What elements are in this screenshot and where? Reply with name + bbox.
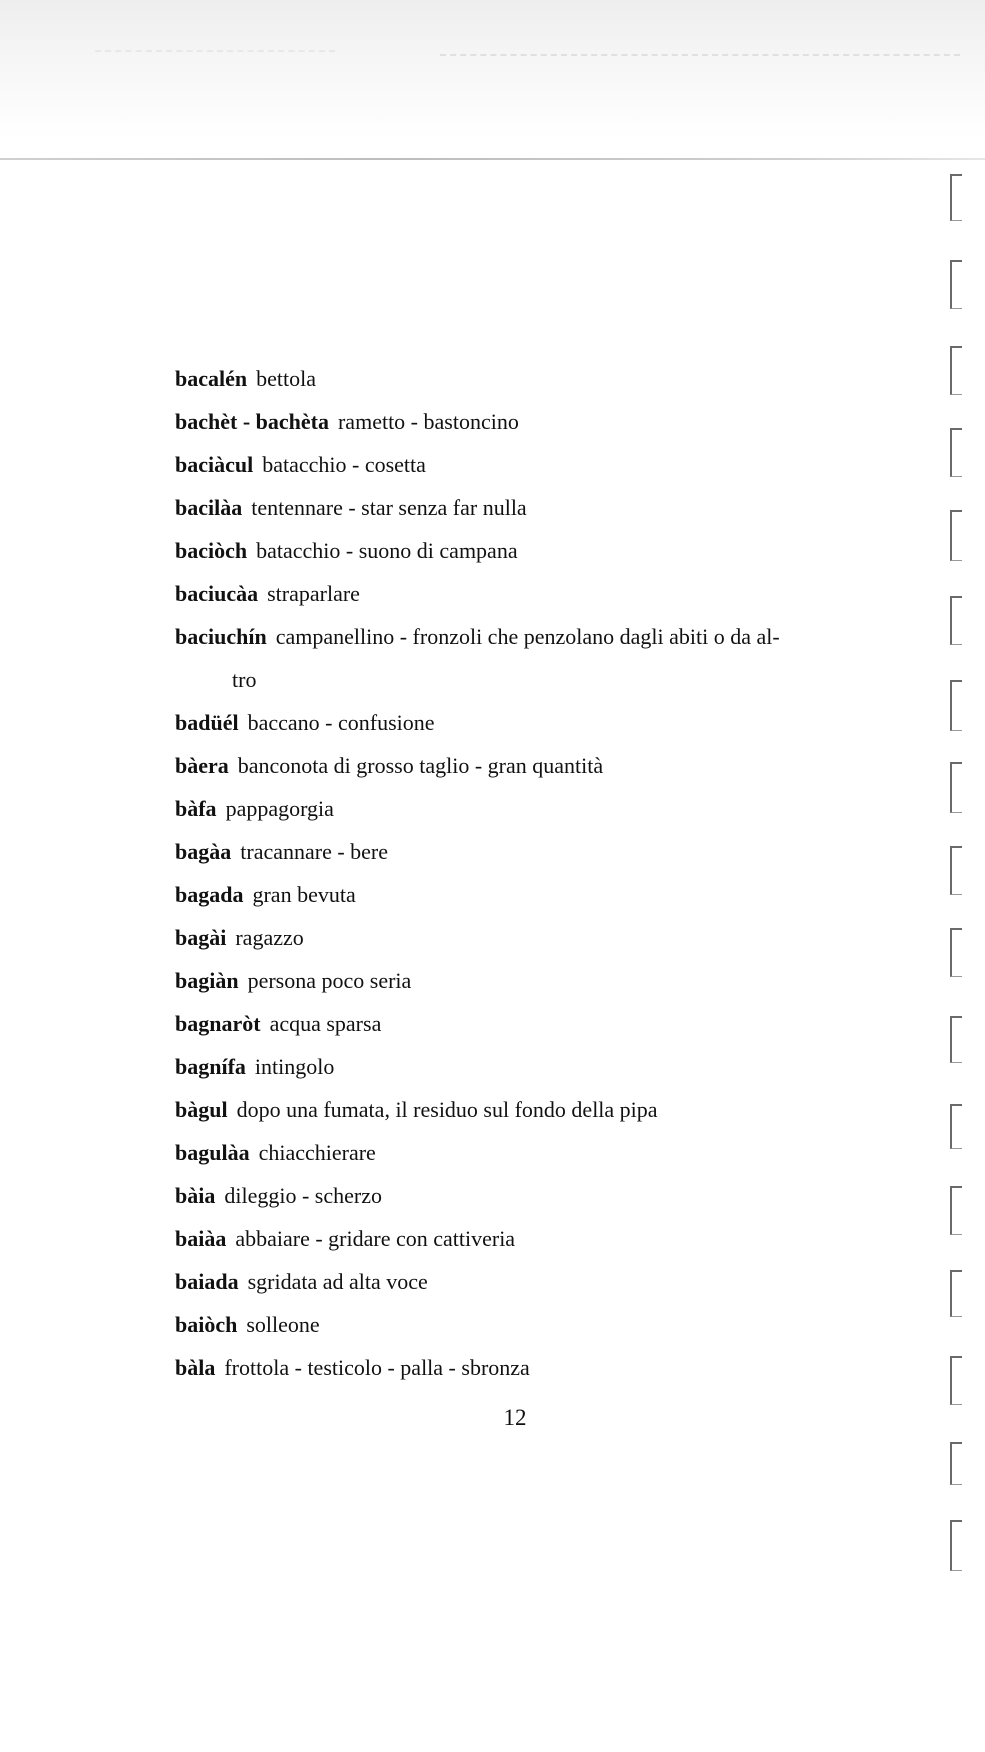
entry-definition: gran bevuta [252, 882, 356, 907]
binding-mark [950, 1186, 962, 1235]
dictionary-entry [175, 959, 875, 1002]
dictionary-entries [175, 357, 875, 1389]
entry-headword: bachèt - bachèta [175, 409, 329, 434]
entry-definition: sgridata ad alta voce [247, 1269, 428, 1294]
entry-definition: batacchio - cosetta [262, 452, 426, 477]
binding-mark [950, 1356, 962, 1405]
entry-definition: dileggio - scherzo [224, 1183, 382, 1208]
dictionary-entry [175, 529, 875, 572]
dictionary-entry [175, 1088, 875, 1131]
entry-headword: baciucàa [175, 581, 259, 606]
entry-definition: persona poco seria [247, 968, 412, 993]
scan-artifact-right [440, 54, 960, 57]
binding-mark [950, 510, 962, 561]
entry-definition: straparlare [267, 581, 360, 606]
entry-headword: bagulàa [175, 1140, 250, 1165]
dictionary-entry [175, 615, 875, 701]
entry-headword: bàla [175, 1355, 216, 1380]
entry-definition: ragazzo [235, 925, 304, 950]
dictionary-entry [175, 830, 875, 873]
entry-definition: banconota di grosso taglio - gran quantità [237, 753, 604, 778]
binding-mark [950, 1270, 962, 1317]
dictionary-entry [175, 1131, 875, 1174]
dictionary-entry [175, 1260, 875, 1303]
entry-headword: bacilàa [175, 495, 243, 520]
entry-definition: pappagorgia [225, 796, 334, 821]
dictionary-entry [175, 787, 875, 830]
entry-definition: bettola [256, 366, 316, 391]
entry-headword: bàgul [175, 1097, 228, 1122]
entry-definition: tentennare - star senza far nulla [251, 495, 527, 520]
entry-definition: solleone [246, 1312, 320, 1337]
dictionary-entry [175, 400, 875, 443]
binding-mark [950, 174, 962, 221]
binding-mark [950, 680, 962, 731]
entry-definition: acqua sparsa [269, 1011, 382, 1036]
binding-mark [950, 596, 962, 645]
scan-edge-rule [0, 158, 985, 160]
binding-mark [950, 846, 962, 895]
entry-headword: baiada [175, 1269, 239, 1294]
dictionary-entry [175, 1346, 875, 1389]
entry-headword: bacalén [175, 366, 248, 391]
scan-shadow [0, 0, 985, 150]
scan-artifact-left [95, 50, 335, 52]
binding-marks [944, 170, 984, 1590]
dictionary-entry [175, 1002, 875, 1045]
page-number: 12 [503, 1405, 527, 1430]
entry-headword: baciàcul [175, 452, 254, 477]
binding-mark [950, 346, 962, 395]
binding-mark [950, 260, 962, 309]
entry-definition: rametto - bastoncino [337, 409, 519, 434]
dictionary-entry [175, 1045, 875, 1088]
entry-definition: campanellino - fronzoli che penzolano dagli abiti o da al- [275, 624, 780, 649]
dictionary-entry [175, 1174, 875, 1217]
binding-mark [950, 1442, 962, 1485]
entry-definition: baccano - confusione [247, 710, 435, 735]
entry-headword: baciòch [175, 538, 248, 563]
binding-mark [950, 1520, 962, 1571]
entry-definition: abbaiare - gridare con cattiveria [235, 1226, 516, 1251]
entry-headword: bagiàn [175, 968, 239, 993]
binding-mark [950, 762, 962, 813]
dictionary-entry [175, 744, 875, 787]
binding-mark [950, 428, 962, 477]
entry-definition: intingolo [254, 1054, 335, 1079]
entry-headword: badüél [175, 710, 239, 735]
entry-headword: bagada [175, 882, 244, 907]
entry-definition: dopo una fumata, il residuo sul fondo della pipa [236, 1097, 658, 1122]
dictionary-entry [175, 572, 875, 615]
entry-headword: bagnaròt [175, 1011, 261, 1036]
dictionary-entry [175, 443, 875, 486]
dictionary-entry [175, 357, 875, 400]
dictionary-entry [175, 1217, 875, 1260]
entry-headword: bagài [175, 925, 227, 950]
entry-headword: bagnífa [175, 1054, 246, 1079]
dictionary-entry [175, 1303, 875, 1346]
dictionary-entry [175, 701, 875, 744]
entry-definition: tracannare - bere [240, 839, 389, 864]
entry-definition: chiacchierare [258, 1140, 376, 1165]
dictionary-entry [175, 486, 875, 529]
dictionary-entry [175, 916, 875, 959]
entry-definition: batacchio - suono di campana [256, 538, 518, 563]
entry-definition-continuation: tro [232, 667, 257, 692]
binding-mark [950, 1016, 962, 1063]
entry-headword: bàera [175, 753, 229, 778]
entry-definition: frottola - testicolo - palla - sbronza [224, 1355, 530, 1380]
entry-headword: baiàa [175, 1226, 227, 1251]
entry-headword: bàfa [175, 796, 217, 821]
dictionary-entry [175, 873, 875, 916]
binding-mark [950, 928, 962, 977]
binding-mark [950, 1104, 962, 1149]
entry-headword: baciuchín [175, 624, 267, 649]
entry-headword: bagàa [175, 839, 232, 864]
entry-headword: bàia [175, 1183, 216, 1208]
entry-headword: baiòch [175, 1312, 238, 1337]
